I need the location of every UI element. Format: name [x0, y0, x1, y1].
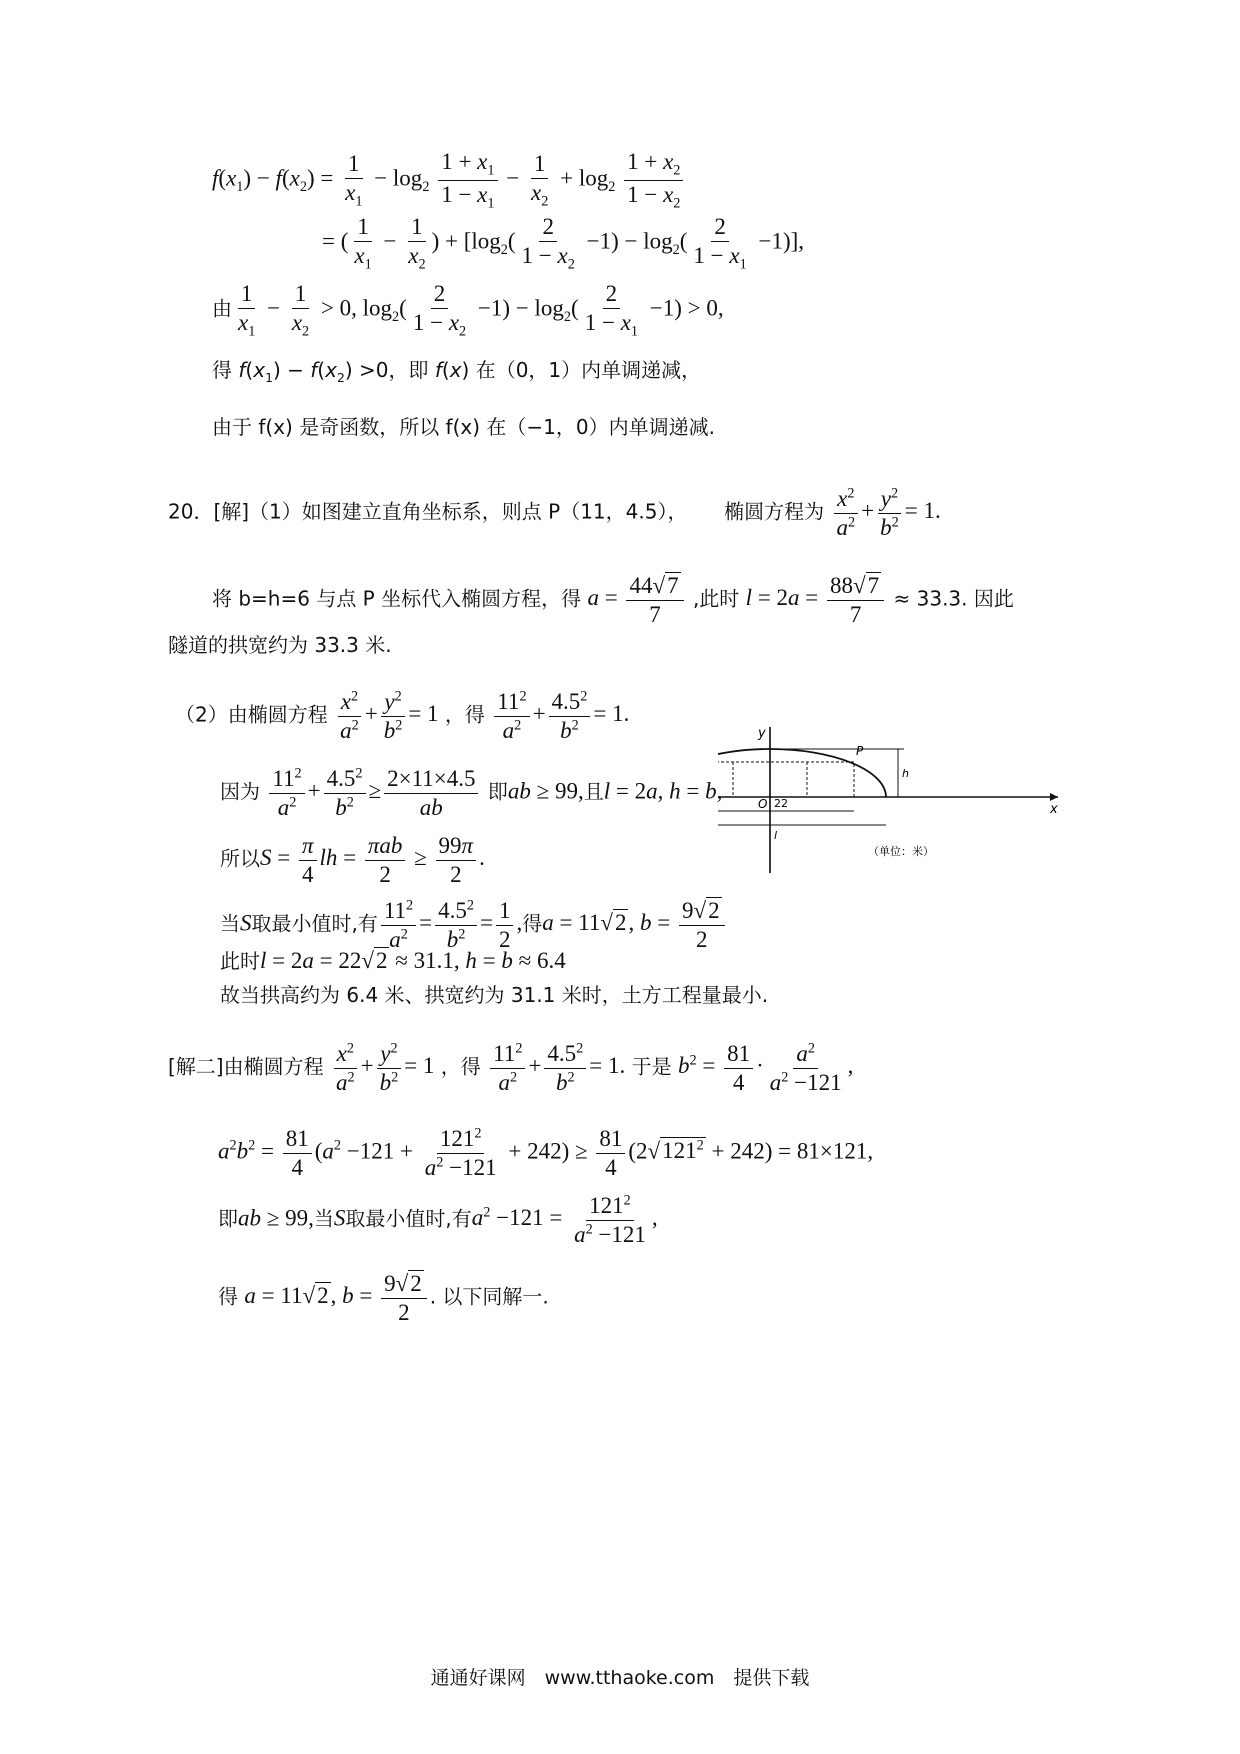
width-label: 22: [774, 797, 788, 810]
q20-sub1-conclusion: 隧道的拱宽约为 33.3 米.: [168, 633, 392, 657]
l-label: l: [774, 829, 778, 842]
tunnel-box: [718, 762, 854, 797]
q20-part2: （2）由椭圆方程 $\frac{x^2}{a^2}$ + $\frac{y^2}{b^2}$ = 1 ，得 $\frac{11^2}{a^2}$ + $\frac{4.5^2}{b^2}$ = 1.: [175, 688, 630, 743]
q20-alt-line-1: [解二]由椭圆方程 $\frac{x^2}{a^2}$ + $\frac{y^2}{b^2}$ = 1 ，得 $\frac{11^2}{a^2}$ + $\frac{4.5^2}{b^2}$ = 1. 于是 $b^2$ = $\frac{81}{4}$ · $\frac{a^2}{a^2 -121}$ ,: [168, 1040, 854, 1095]
q20-then: 此时l = 2a = 22√2 ≈ 31.1, h = b ≈ 6.4: [220, 948, 566, 973]
q20-so: 所以S = $\frac{\pi}{4}$ lh = $\frac{\text{πab}}{2}$ ≥ $\frac{99\pi}{2}$ .: [220, 833, 485, 887]
q19-line-1: $f(x_1) - f(x_2)$ = $\frac{1}{x_1}$ − $\log_2$ $\frac{1 + x_1}{1 - x_1}$ − $\frac{1}{x_2}$ + $\log_2$ $\frac{1 + x_2}{1 - x_2}$: [212, 148, 686, 212]
q19-line-5: 由于 f(x) 是奇函数，所以 f(x) 在（−1，0）内单调递减.: [212, 415, 715, 439]
q20-conclusion: 故当拱高约为 6.4 米、拱宽约为 31.1 米时，土方工程量最小.: [220, 983, 769, 1007]
h-label: h: [902, 767, 909, 780]
footer: 通通好课网 www.tthaoke.com 提供下载: [430, 1667, 810, 1689]
unit-label: （单位：米）: [868, 845, 934, 858]
point-label: P: [856, 744, 864, 758]
q20-intro: 20．[解]（1）如图建立直角坐标系，则点 P（11，4.5）， 椭圆方程为 $\frac{x^2}{a^2}$ + $\frac{y^2}{b^2}$ = 1.: [168, 485, 941, 540]
q20-sub1: 将 b=h=6 与点 P 坐标代入椭圆方程，得 a = $\frac{44√7}{7}$ ,此时 l = 2a = $\frac{88√7}{7}$ ≈ 33.3. 因此: [212, 573, 1014, 627]
x-label: x: [1050, 802, 1058, 817]
q20-alt-line-3: 即ab ≥ 99,当S取最小值时,有$a^2 -121$ = $\frac{121^2}{a^2 -121}$ ,: [218, 1192, 658, 1247]
q20-when: 当S取最小值时,有 $\frac{11^2}{a^2}$ = $\frac{4.5^2}{b^2}$ = $\frac{1}{2}$ ,得a = 11√2, b = $\frac{9√2}{2}$: [220, 897, 728, 953]
q19-line-3: 由 $\frac{1}{x_1}$ − $\frac{1}{x_2}$ > 0, $\log_2$( $\frac{2}{1 - x_2}$ $-1) - \log_2$( $\frac{2}{1 - x_1}$ −1) > 0,: [212, 281, 724, 340]
y-label: y: [758, 726, 766, 741]
tunnel-figure: [718, 725, 1063, 875]
q20-alt-line-4: 得 a = 11√2, b = $\frac{9√2}{2}$ . 以下同解一.: [218, 1271, 549, 1325]
x-arrow: [1050, 793, 1058, 801]
q19-line-2: = ( $\frac{1}{x_1}$ − $\frac{1}{x_2}$ ) + [$\log_2$( $\frac{2}{1 - x_2}$ $-1) - \log_2$( $\frac{2}{1 - x_1}$ −1)],: [322, 214, 805, 273]
q20-alt-line-2: $a^2b^2$ = $\frac{81}{4}$ ($a^2 -121$ + $\frac{121^2}{a^2 -121}$ + 242) ≥ $\frac{81}{4}$ $(2√121^2 + 242) = 81\times 121$,: [218, 1125, 874, 1180]
q19-line-4: 得 $f(x_1) - f(x_2) >0$，即 f(x) 在（0，1）内单调递减，: [212, 358, 702, 385]
q20-because: 因为 $\frac{11^2}{a^2}$ + $\frac{4.5^2}{b^2}$ ≥ $\frac{2\times 11\times 4.5}{ab}$ 即ab ≥ 99,且l = 2a, h = b,: [220, 765, 723, 820]
origin-label: O: [758, 797, 768, 811]
